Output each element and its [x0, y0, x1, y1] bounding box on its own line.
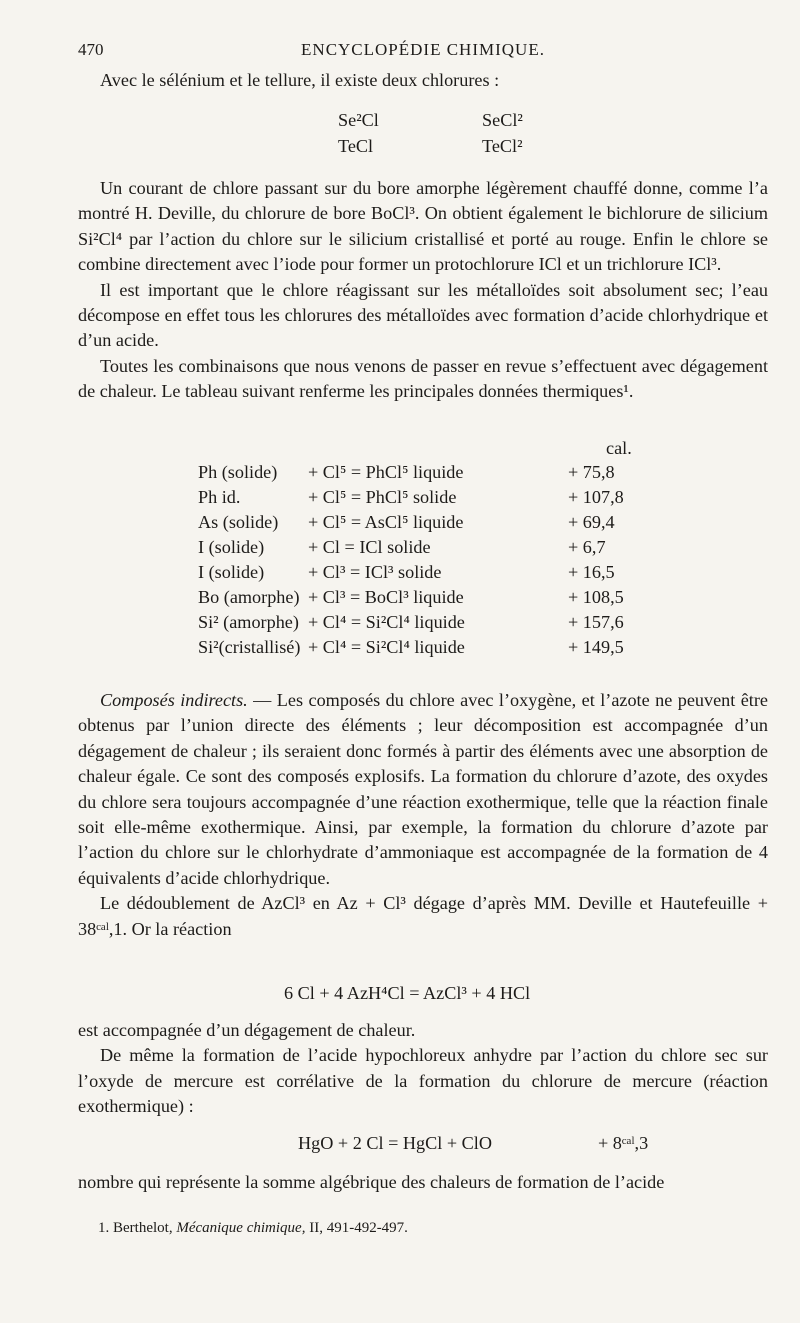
paragraph-1: Un courant de chlore passant sur du bore amorphe légèrement chauffé donne, comme l’a montré H. Deville, du chlorure de bore BoCl³. On obtient également le bichlorure de silicium Si²Cl⁴ par l’action du chlore sur le silicium cristallisé et porté au rouge. Enfin le chlore se combine directement avec l’iode pour former un protochlorure ICl et un trichlorure ICl³. — [78, 178, 768, 275]
paragraph-2: Il est important que le chlore réagissant sur les métalloïdes soit absolument sec; l’eau décompose en effet tous les chlorures des métalloïdes avec formation d’acide chlorhydrique et d’un acide. — [78, 279, 768, 351]
footnote-number: 1. — [98, 1220, 110, 1236]
heat-cell: + 75,8 — [568, 462, 615, 482]
footnote — [98, 1220, 408, 1237]
paragraph-6: est accompagnée d’un dégagement de chaleur. — [78, 1020, 416, 1040]
heat-cell: + 107,8 — [568, 487, 624, 507]
chloride-te-1: TeCl — [338, 136, 374, 156]
equation-2-heat: + 8ᶜᵃˡ,3 — [598, 1133, 649, 1153]
intro-line — [78, 68, 768, 93]
heat-cell: + 149,5 — [568, 637, 624, 657]
paragraph-3: Toutes les combinaisons que nous venons de passer en revue s’effectuent avec dégagement de chaleur. Le tableau suivant renferme les principales données thermiques¹. — [78, 355, 768, 402]
reactant-cell: Si²(cristallisé) — [198, 637, 301, 657]
unit-label: cal. — [606, 438, 632, 458]
chloride-se-1: Se²Cl — [338, 110, 379, 130]
paragraph-5: Le dédoublement de AzCl³ en Az + Cl³ dégage d’après MM. Deville et Hautefeuille + 38ᶜᵃˡ,1. Or la réaction — [78, 893, 768, 939]
section-heading: Composés indirects. — [100, 690, 248, 710]
body-block-1 — [78, 176, 768, 405]
equation-2: HgO + 2 Cl = HgCl + ClO — [298, 1133, 492, 1153]
heat-cell: + 16,5 — [568, 562, 615, 582]
paragraph-4 — [78, 688, 768, 891]
reactant-cell: Ph id. — [198, 487, 241, 507]
reactant-cell: I (solide) — [198, 537, 265, 557]
reaction-cell: + Cl = ICl solide — [308, 537, 431, 557]
heat-cell: + 108,5 — [568, 587, 624, 607]
reaction-cell: + Cl⁴ = Si²Cl⁴ liquide — [308, 637, 465, 657]
reaction-cell: + Cl³ = ICl³ solide — [308, 562, 442, 582]
reactant-cell: As (solide) — [198, 512, 279, 532]
body-block-3 — [78, 1018, 768, 1120]
reaction-cell: + Cl³ = BoCl³ liquide — [308, 587, 464, 607]
reaction-cell: + Cl⁴ = Si²Cl⁴ liquide — [308, 612, 465, 632]
reactant-cell: Si² (amorphe) — [198, 612, 299, 632]
body-block-4 — [78, 1170, 768, 1195]
page-number: 470 — [78, 40, 104, 59]
chloride-te-2: TeCl² — [482, 136, 523, 156]
reactant-cell: I (solide) — [198, 562, 265, 582]
chloride-se-2: SeCl² — [482, 110, 523, 130]
intro-text: Avec le sélénium et le tellure, il existe deux chlorures : — [100, 70, 500, 90]
paragraph-8: nombre qui représente la somme algébrique des chaleurs de formation de l’acide — [78, 1172, 665, 1192]
reaction-cell: + Cl⁵ = PhCl⁵ liquide — [308, 462, 464, 482]
running-title: ENCYCLOPÉDIE CHIMIQUE. — [301, 40, 545, 59]
reactant-cell: Bo (amorphe) — [198, 587, 300, 607]
footnote-work: Mécanique chimique, — [176, 1220, 306, 1236]
reaction-cell: + Cl⁵ = PhCl⁵ solide — [308, 487, 457, 507]
body-block-2 — [78, 688, 768, 942]
reaction-cell: + Cl⁵ = AsCl⁵ liquide — [308, 512, 464, 532]
heat-cell: + 69,4 — [568, 512, 615, 532]
footnote-author: Berthelot, — [113, 1220, 173, 1236]
heat-cell: + 6,7 — [568, 537, 606, 557]
equation-1: 6 Cl + 4 AzH⁴Cl = AzCl³ + 4 HCl — [284, 983, 531, 1003]
reactant-cell: Ph (solide) — [198, 462, 278, 482]
paragraph-4-text: — Les composés du chlore avec l’oxygène, et l’azote ne peuvent être obtenus par l’union directe des éléments ; leur décomposition est accompagnée d’un dégagement de chaleur ; ils seraient donc formés à partir des éléments avec une absorption de chaleur égale. Ce sont des composés explosifs. La formation du chlorure d’azote, des oxydes du chlore sera toujours accompagnée d’une réaction exothermique, telle que la réaction finale soit elle-même exothermique. Ainsi, par exemple, la formation du chlorure d’azote par l’action du chlore sur le chlorhydrate d’ammoniaque est accompagnée de la formation de 4 équivalents d’acide chlorhydrique. — [78, 690, 768, 888]
footnote-ref: II, 491-492-497. — [309, 1220, 408, 1236]
paragraph-7: De même la formation de l’acide hypochloreux anhydre par l’action du chlore sec sur l’oxyde de mercure est corrélative de la formation du chlorure de mercure (réaction exothermique) : — [78, 1045, 768, 1117]
heat-cell: + 157,6 — [568, 612, 624, 632]
